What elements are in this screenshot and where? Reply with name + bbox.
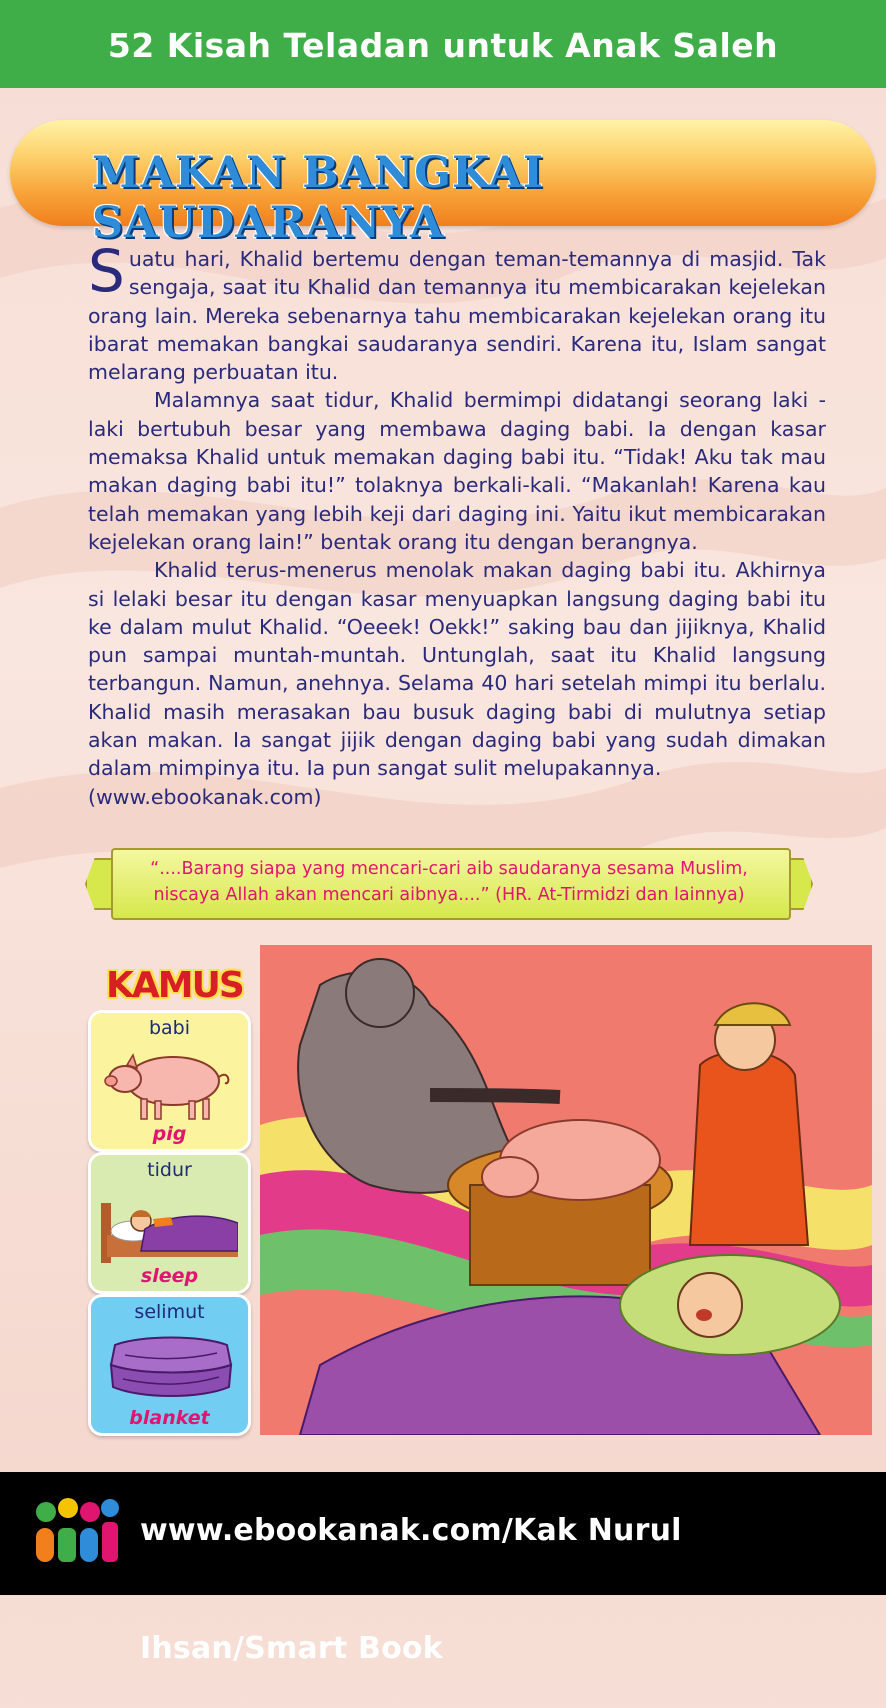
story-paragraph-3: Khalid terus-menerus menolak makan daging babi itu. Akhirnya si lelaki besar itu dengan kasar menyuapkan langsung daging babi itu ke dalam mulut Khalid. “Oeeek! Oekk!” saking bau dan jijiknya, Khalid pun sampai muntah-muntah. Untunglah, saat itu Khalid langsung terbangun. Namun, anehnya. Selama 40 hari setelah mimpi itu berlalu. Khalid masih merasakan bau busuk daging babi di mulutnya setiap akan makan. Ia sangat jijik dengan daging babi yang sudah dimakan dalam mimpinya itu. Ia pun sangat sulit melupakannya.: [88, 558, 826, 781]
kamus-english: blanket: [129, 1407, 210, 1429]
footer-url: www.ebookanak.com/Kak Nurul Ihsan/Smart Book: [140, 1513, 682, 1666]
quote-line-2: niscaya Allah akan mencari aibnya....” (HR. At-Tirmidzi dan lainnya): [153, 885, 745, 905]
kamus-word: selimut: [134, 1301, 205, 1323]
story-title: MAKAN BANGKAI SAUDARANYA: [92, 148, 545, 248]
page-header: [0, 0, 886, 88]
quote-line-1: “....Barang siapa yang mencari-cari aib saudaranya sesama Muslim,: [150, 859, 748, 879]
dream-scene-illustration: [260, 945, 872, 1435]
hadith-quote-text: [111, 856, 787, 908]
kamus-title: KAMUS: [106, 965, 243, 1006]
kamus-card-babi: [88, 1010, 251, 1152]
page-footer: [0, 1472, 886, 1666]
story-illustration: [260, 945, 872, 1435]
kamus-english: sleep: [140, 1265, 199, 1287]
story-paragraph-2: Malamnya saat tidur, Khalid bermimpi didatangi seorang laki -laki bertubuh besar yang membawa daging babi. Ia dengan kasar memaksa Khalid untuk memakan daging babi itu. “Tidak! Aku tak mau makan daging babi itu!” tolaknya berkali-kali. “Makanlah! Karena kau telah memakan yang lebih keji dari daging ini. Yaitu ikut membicarakan kejelekan orang lain!” bentak orang itu dengan berangnya.: [88, 388, 826, 554]
kamus-word: babi: [148, 1017, 191, 1039]
ebookanak-logo: [30, 1492, 122, 1572]
kamus-english: pig: [152, 1123, 187, 1145]
drop-cap: S: [88, 237, 125, 305]
blanket-icon: [101, 1325, 238, 1407]
kamus-card-tidur: [88, 1152, 251, 1294]
kamus-card-selimut: [88, 1294, 251, 1436]
story-text: [88, 237, 826, 811]
book-title: 52 Kisah Teladan untuk Anak Saleh: [107, 26, 779, 65]
story-title-banner: [10, 120, 876, 248]
hadith-quote-box: [85, 848, 813, 916]
pig-icon: [101, 1041, 238, 1123]
story-source: (www.ebookanak.com): [88, 784, 322, 809]
kamus-word: tidur: [147, 1159, 192, 1181]
sleeping-icon: [101, 1183, 238, 1265]
story-paragraph-1: Suatu hari, Khalid bertemu dengan teman-temannya di masjid. Tak sengaja, saat itu Khalid dan temannya itu membicarakan kejelekan orang lain. Mereka sebenarnya tahu membicarakan kejelekan orang itu ibarat memakan bangkai saudaranya sendiri. Karena itu, Islam sangat melarang perbuatan itu.: [88, 237, 826, 385]
